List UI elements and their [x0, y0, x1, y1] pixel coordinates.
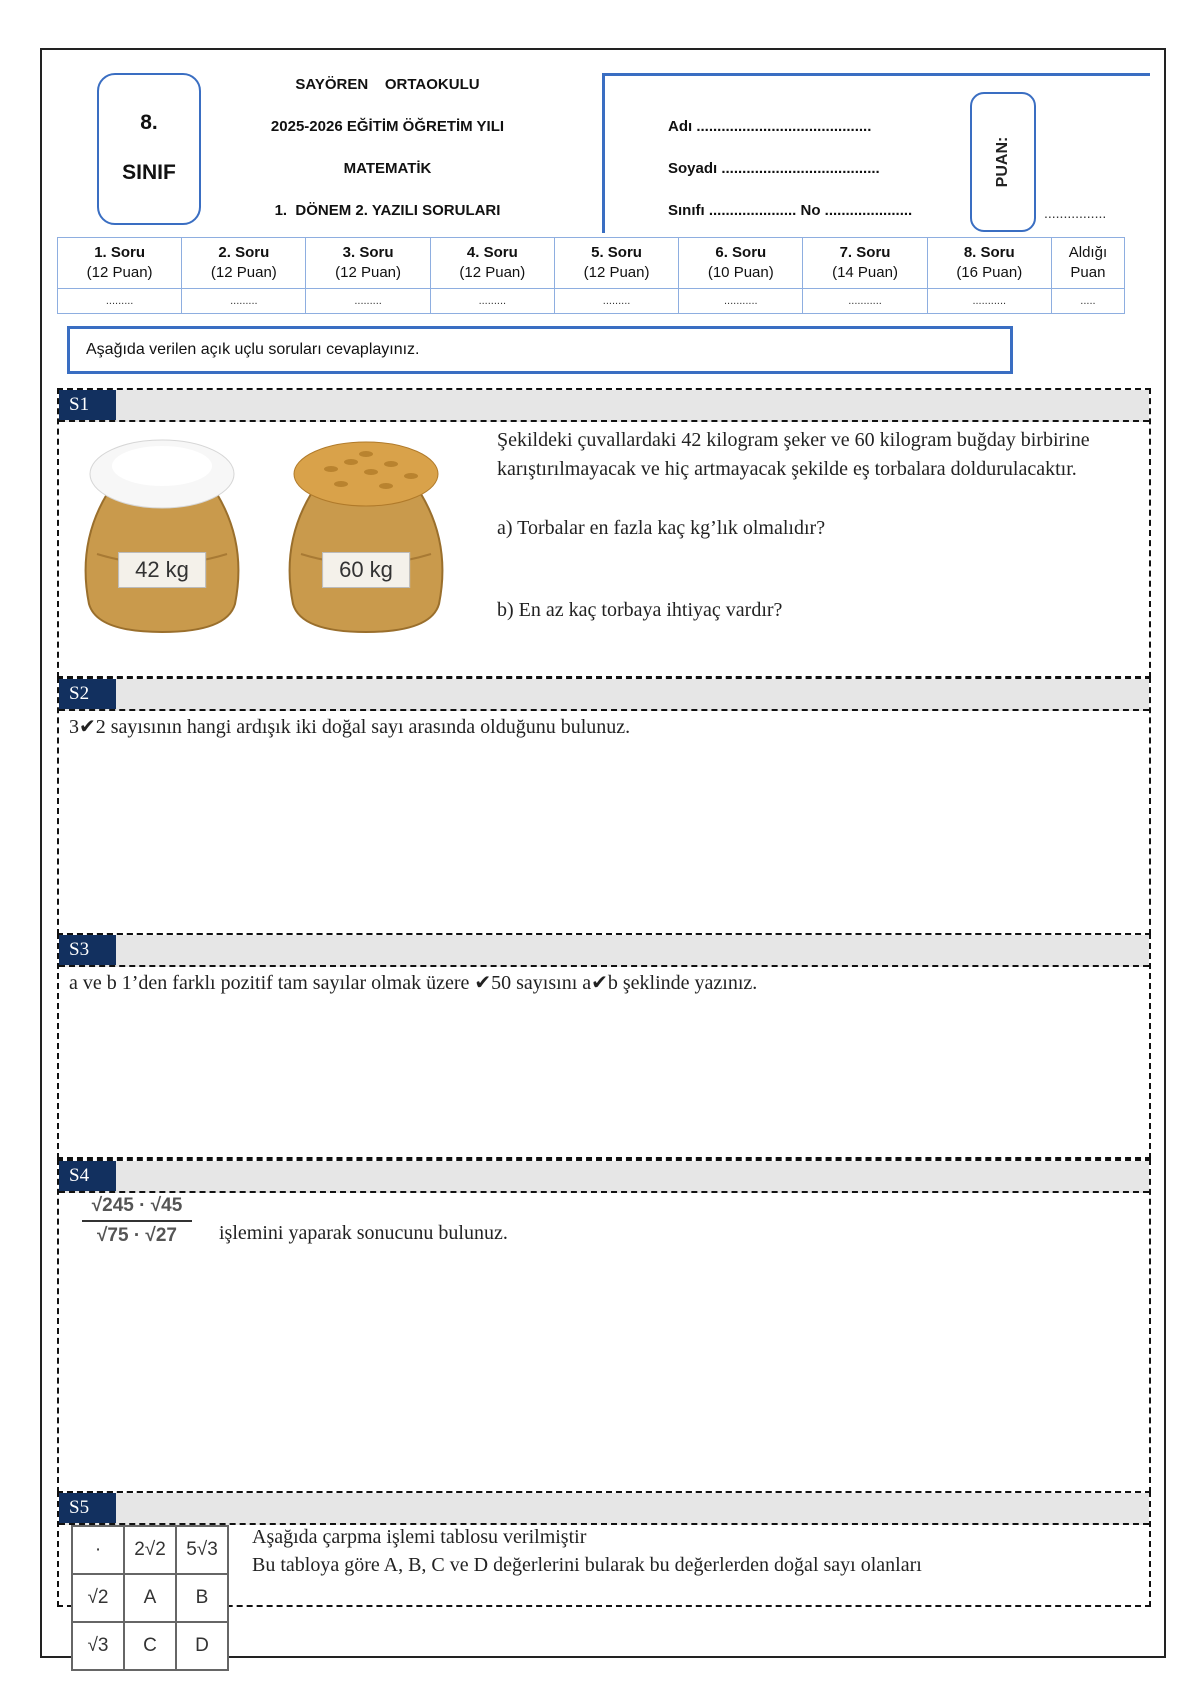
question-bar — [59, 1493, 1149, 1525]
grade-box — [97, 73, 201, 225]
table-cell: B — [176, 1574, 228, 1622]
table-cell: C — [124, 1622, 176, 1670]
score-blank[interactable]: ................ — [1044, 205, 1107, 221]
subject: MATEMATİK — [343, 160, 432, 177]
score-cell[interactable]: ........... — [927, 289, 1051, 314]
score-cell[interactable]: ..... — [1051, 289, 1124, 314]
score-table-blank-row — [58, 289, 1125, 314]
question-label: S4 — [59, 1161, 116, 1191]
question-bar — [59, 390, 1149, 422]
table-cell: D — [176, 1622, 228, 1670]
question-5-line-1: Aşağıda çarpma işlemi tablosu verilmiştir — [252, 1526, 587, 1548]
question-2-text: 3✔2 sayısının hangi ardışık iki doğal sayı arasında olduğunu bulunuz. — [69, 716, 631, 738]
question-bar — [59, 679, 1149, 711]
question-2 — [57, 677, 1151, 935]
table-row-header: √2 — [72, 1574, 124, 1622]
question-1-part-a: a) Torbalar en fazla kaç kg’lık olmalıdır? — [497, 517, 826, 539]
score-col-header: 3. Soru (12 Puan) — [306, 238, 430, 289]
question-5-line-2: Bu tabloya göre A, B, C ve D değerlerini bularak bu değerlerden doğal sayı olanları — [252, 1554, 922, 1576]
table-col-header: 2√2 — [124, 1526, 176, 1574]
class-number-field[interactable]: Sınıfı ..................... No ..................... — [668, 202, 913, 219]
score-cell[interactable]: ......... — [554, 289, 678, 314]
score-col-header: 6. Soru (10 Puan) — [679, 238, 803, 289]
score-cell[interactable]: ......... — [58, 289, 182, 314]
instruction-box: Aşağıda verilen açık uçlu soruları cevaplayınız. — [67, 326, 1013, 374]
table-row-header: √3 — [72, 1622, 124, 1670]
score-cell[interactable]: ......... — [430, 289, 554, 314]
question-1 — [57, 388, 1151, 678]
sugar-sack-image — [67, 434, 257, 634]
score-label: PUAN: — [994, 136, 1011, 188]
wheat-sack-icon — [271, 434, 461, 634]
score-box — [970, 92, 1036, 232]
question-4 — [57, 1159, 1151, 1493]
grade-label: SINIF — [122, 161, 176, 184]
score-cell[interactable]: ........... — [803, 289, 927, 314]
multiplication-table — [71, 1525, 229, 1671]
score-col-header: 4. Soru (12 Puan) — [430, 238, 554, 289]
school-heading — [215, 70, 560, 238]
wheat-weight-label: 60 kg — [322, 552, 410, 588]
score-table — [57, 237, 1125, 314]
question-label: S1 — [59, 390, 116, 420]
grade-number: 8. — [140, 111, 158, 134]
surname-field[interactable]: Soyadı ...................................... — [668, 160, 880, 177]
score-col-header: 1. Soru (12 Puan) — [58, 238, 182, 289]
exam-title: 1. DÖNEM 2. YAZILI SORULARI — [274, 202, 501, 219]
question-label: S5 — [59, 1493, 116, 1523]
table-corner: · — [72, 1526, 124, 1574]
fraction-denominator: √75 · √27 — [96, 1225, 177, 1246]
sugar-weight-label: 42 kg — [118, 552, 206, 588]
score-table-header-row — [58, 238, 1125, 289]
school-name: SAYÖREN ORTAOKULU — [295, 76, 480, 93]
name-field[interactable]: Adı .......................................... — [668, 118, 872, 135]
question-bar — [59, 1161, 1149, 1193]
question-3-text: a ve b 1’den farklı pozitif tam sayılar olmak üzere ✔50 sayısını a✔b şeklinde yazınız. — [69, 972, 758, 994]
score-col-header: 5. Soru (12 Puan) — [554, 238, 678, 289]
wheat-sack-image — [271, 434, 461, 634]
question-4-text: işlemini yaparak sonucunu bulunuz. — [219, 1222, 508, 1244]
question-1-part-b: b) En az kaç torbaya ihtiyaç vardır? — [497, 599, 783, 621]
radical-fraction — [82, 1195, 192, 1247]
question-label: S2 — [59, 679, 116, 709]
score-col-header: 8. Soru (16 Puan) — [927, 238, 1051, 289]
table-cell: A — [124, 1574, 176, 1622]
score-col-header: 2. Soru (12 Puan) — [182, 238, 306, 289]
table-col-header: 5√3 — [176, 1526, 228, 1574]
score-cell[interactable]: ........... — [679, 289, 803, 314]
sugar-sack-icon — [67, 434, 257, 634]
question-label: S3 — [59, 935, 116, 965]
score-cell[interactable]: ......... — [182, 289, 306, 314]
question-bar — [59, 935, 1149, 967]
score-cell[interactable]: ......... — [306, 289, 430, 314]
academic-year: 2025-2026 EĞİTİM ÖĞRETİM YILI — [270, 118, 505, 135]
fraction-numerator: √245 · √45 — [82, 1195, 192, 1222]
score-col-header: 7. Soru (14 Puan) — [803, 238, 927, 289]
question-1-text: Şekildeki çuvallardaki 42 kilogram şeker ve 60 kilogram buğday birbirine karıştırılmayacak ve hiç artmayacak şekilde eş torbalara doldurulacaktır. — [497, 429, 1090, 480]
score-col-header: Aldığı Puan — [1051, 238, 1124, 289]
question-3 — [57, 933, 1151, 1159]
